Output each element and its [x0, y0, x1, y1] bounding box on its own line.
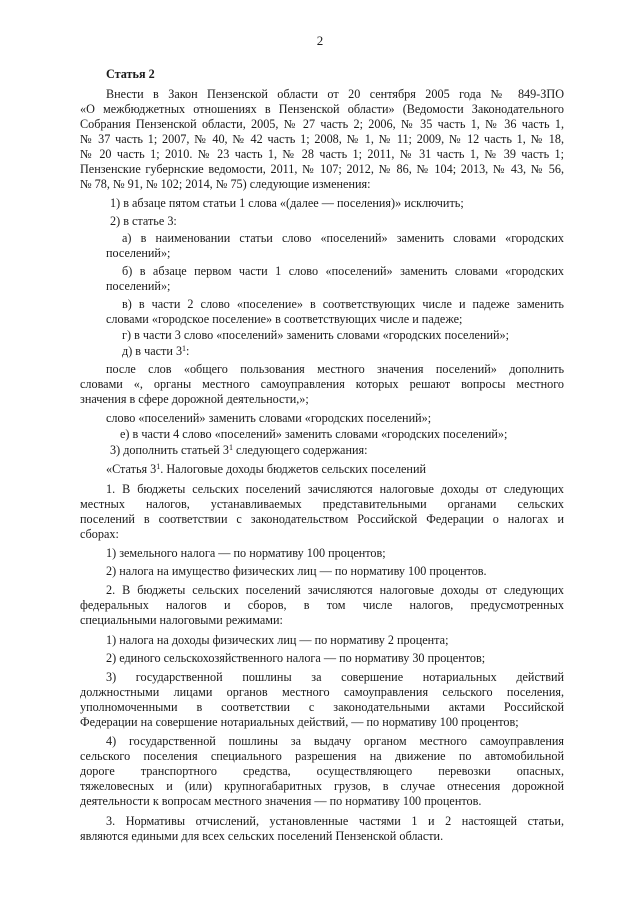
text-line: словами «городское поселение» в соответствующих числе и падеже;: [106, 312, 463, 326]
text-line: 3) государственной пошлины за совершение нотариальных действий: [106, 670, 564, 684]
sub-item: б) в абзаце первом части 1 слово «поселений» заменить словами «городских: [122, 264, 564, 278]
text-line: являются едиными для всех сельских поселений Пензенской области.: [80, 829, 444, 843]
new-article-title: «Статья $3^1$. Налоговые доходы бюджетов сельских поселений: [106, 462, 427, 476]
text-line: уполномоченными в соответствии с законодательными актами Российской: [80, 700, 564, 714]
sub-item: г) в части 3 слово «поселений» заменить словами «городских поселений»;: [122, 328, 509, 342]
text-line: сельского поселения специального разрешения на движение по автомобильной: [80, 749, 564, 763]
text-line: 4) государственной пошлины за выдачу органом местного самоуправления: [106, 734, 564, 748]
text-line: Внести в Закон Пензенской области от 20 сентября 2005 года № 849-ЗПО: [106, 87, 564, 101]
text-line: деятельности к вопросам местного значения — по нормативу 100 процентов.: [80, 794, 482, 808]
text-line: поселений в соответствии с законодательством Российской Федерации о налогах и: [80, 512, 564, 526]
page-number: 2: [316, 33, 324, 48]
text-line: № 37 часть 1; 2007, № 40, № 42 часть 1; 2008, № 1, № 11; 2009, № 12 часть 1, № 18,: [80, 132, 564, 146]
list-item: 1) в абзаце пятом статьи 1 слова «(далее — поселения)» исключить;: [110, 196, 464, 210]
text-line: поселений»;: [106, 246, 171, 260]
text-line: дороге транспортного средства, осуществляющего перевозки опасных,: [80, 764, 564, 778]
text-line: федеральных налогов и сборов, в том числе налогов, предусмотренных: [80, 598, 564, 612]
sub-item: д) в части $3^1$:: [122, 344, 190, 358]
text-line: после слов «общего пользования местного значения поселений» дополнить: [106, 362, 564, 376]
text-line: № 78, № 91, № 102; 2014, № 75) следующие изменения:: [80, 177, 371, 191]
text-line: значения в сфере дорожной деятельности,»;: [80, 392, 309, 406]
text-line: Федерации на совершение нотариальных действий, — по нормативу 100 процентов;: [80, 715, 519, 729]
list-item: 3) дополнить статьей $3^1$ следующего содержания:: [110, 443, 368, 457]
text-line: 2) единого сельскохозяйственного налога — по нормативу 30 процентов;: [106, 651, 486, 665]
text-line: специальными налоговыми режимами:: [80, 613, 283, 627]
text-line: тяжеловесных и (или) крупногабаритных грузов, в случае отнесения дорожной: [80, 779, 564, 793]
text-line: 1) земельного налога — по нормативу 100 процентов;: [106, 546, 386, 560]
sub-item: е) в части 4 слово «поселений» заменить словами «городских поселений»;: [120, 427, 508, 441]
text-line: Пензенские губернские ведомости, 2011, № 107; 2012, № 86, № 104; 2013, № 43, № 56,: [80, 162, 564, 176]
text-line: местных налогов, устанавливаемых представительными органами сельских: [80, 497, 564, 511]
text-line: сборах:: [80, 527, 119, 541]
text-line: Собрания Пензенской области, 2005, № 27 часть 2; 2006, № 35 часть 1, № 36 часть 1,: [80, 117, 564, 131]
text-line: 1) налога на доходы физических лиц — по нормативу 2 процента;: [106, 633, 449, 647]
text-line: 1. В бюджеты сельских поселений зачисляются налоговые доходы от следующих: [106, 482, 564, 496]
text-line: 2) налога на имущество физических лиц — по нормативу 100 процентов.: [106, 564, 487, 578]
text-line: № 20 часть 1; 2010. № 23 часть 1, № 28 часть 1; 2011, № 31 часть 1, № 39 часть 1;: [80, 147, 564, 161]
sub-item: а) в наименовании статьи слово «поселений» заменить словами «городских: [122, 231, 564, 245]
list-item: 2) в статье 3:: [110, 214, 177, 228]
text-line: словами «, органы местного самоуправления которых решают вопросы местного: [80, 377, 564, 391]
text-line: 3. Нормативы отчислений, установленные частями 1 и 2 настоящей статьи,: [106, 814, 564, 828]
sub-item: в) в части 2 слово «поселение» в соответствующих числе и падеже заменить: [122, 297, 564, 311]
text-line: «О межбюджетных отношениях в Пензенской области» (Ведомости Законодательного: [80, 102, 564, 116]
article-heading: Статья 2: [106, 67, 155, 81]
text-line: должностными лицами органов местного самоуправления сельского поселения,: [80, 685, 564, 699]
text-line: 2. В бюджеты сельских поселений зачисляются налоговые доходы от следующих: [106, 583, 564, 597]
text-line: поселений»;: [106, 279, 171, 293]
text-line: слово «поселений» заменить словами «городских поселений»;: [106, 411, 432, 425]
